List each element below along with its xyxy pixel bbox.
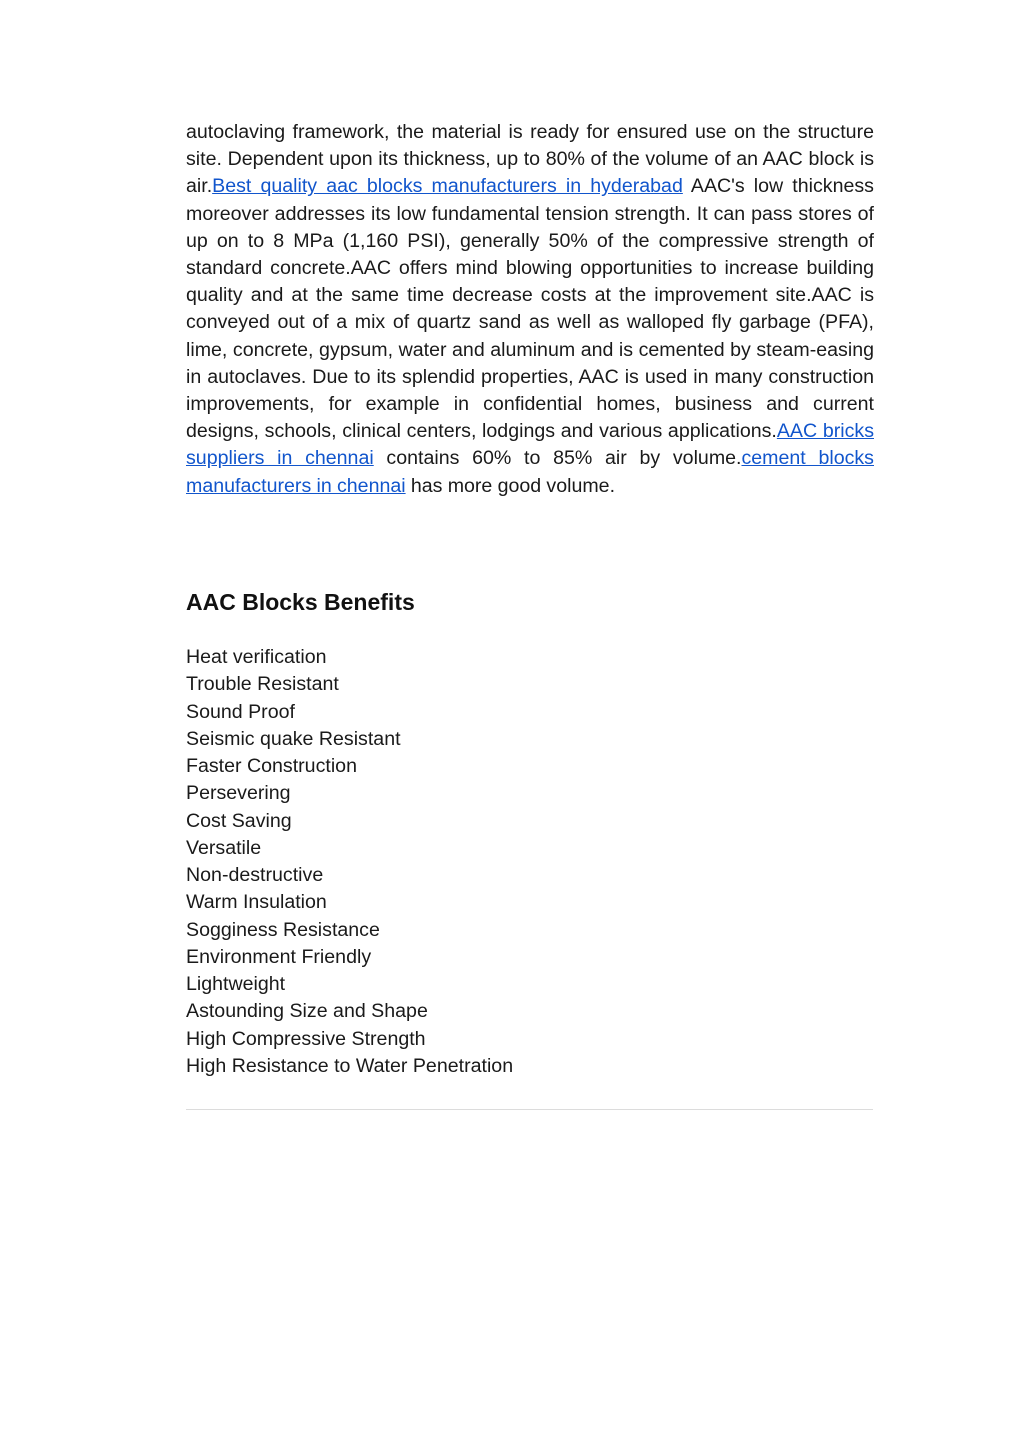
benefit-item: Versatile	[186, 836, 262, 859]
benefits-list	[186, 644, 513, 1080]
benefit-item: Sound Proof	[186, 700, 295, 723]
paragraph-text-4: has more good volume.	[405, 474, 616, 497]
paragraph-text-1: autoclaving framework, the material is ready for ensured use on the structure site. Dependent upon its thickness, up to 80% of the volume of an AAC block is air.	[186, 121, 874, 198]
benefit-item: High Resistance to Water Penetration	[186, 1054, 514, 1077]
benefit-item: High Compressive Strength	[186, 1027, 426, 1050]
link-aac-bricks-chennai[interactable]: AAC bricks suppliers in chennai	[186, 420, 874, 470]
paragraph-text-3: contains 60% to 85% air by volume.	[373, 447, 742, 470]
benefit-item: Lightweight	[186, 973, 286, 995]
section-heading: AAC Blocks Benefits	[186, 589, 415, 615]
benefit-item: Warm Insulation	[186, 891, 327, 914]
horizontal-divider	[186, 1109, 873, 1110]
benefit-item: Seismic quake Resistant	[186, 727, 401, 750]
benefit-item: Environment Friendly	[186, 945, 372, 968]
document-page	[186, 119, 874, 1077]
link-aac-blocks-hyderabad[interactable]: Best quality aac blocks manufacturers in hyderabad	[212, 175, 683, 198]
intro-paragraph	[186, 119, 874, 500]
benefit-item: Non-destructive	[186, 864, 324, 886]
benefit-item: Astounding Size and Shape	[186, 1000, 428, 1023]
paragraph-text-2: AAC's low thickness moreover addresses its low fundamental tension strength. It can pass stores of up on to 8 MPa (1,160 PSI), generally 50% of the compressive strength of standard concrete.AAC offers mind blowing opportunities to increase building quality and at the same time decrease costs at the improvement site.AAC is conveyed out of a mix of quartz sand as well as walloped fly garbage (PFA), lime, concrete, gypsum, water and aluminum and is cemented by steam-easing in autoclaves. Due to its splendid properties, AAC is used in many construction improvements, for example in confidential homes, business and current designs, schools, clinical centers, lodgings and various applications.	[186, 175, 874, 443]
benefit-item: Cost Saving	[186, 809, 292, 832]
benefit-item: Faster Construction	[186, 755, 357, 777]
benefit-item: Trouble Resistant	[186, 673, 339, 696]
benefit-item: Heat verification	[186, 646, 327, 668]
benefit-item: Persevering	[186, 782, 291, 805]
link-cement-blocks-chennai[interactable]: cement blocks manufacturers in chennai	[186, 447, 874, 497]
benefit-item: Sogginess Resistance	[186, 918, 380, 941]
